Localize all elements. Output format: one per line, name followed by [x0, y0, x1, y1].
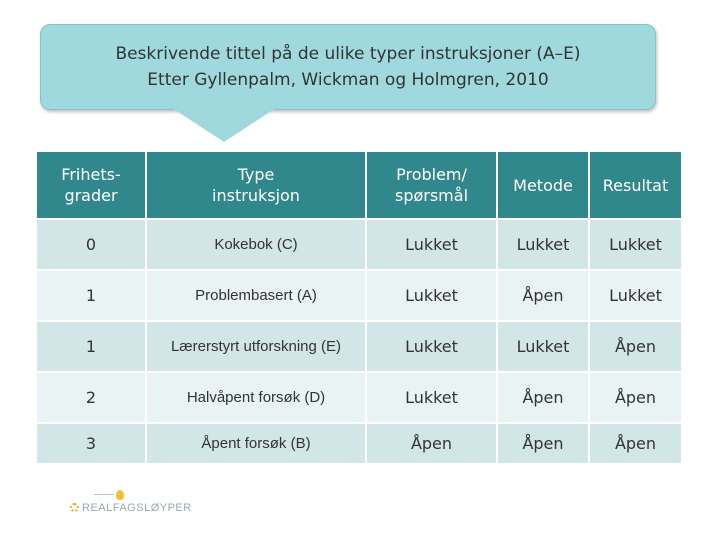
- cell-problem: Lukket: [366, 321, 497, 372]
- callout-title-line1: Beskrivende tittel på de ulike typer instruksjoner (A–E): [115, 44, 581, 64]
- cell-problem: Åpen: [366, 423, 497, 463]
- cell-result: Åpen: [589, 423, 681, 463]
- table-row: [37, 423, 681, 463]
- cell-type: Problembasert (A): [146, 270, 366, 321]
- realfagsloyper-logo: [70, 490, 210, 520]
- cell-result: Åpen: [589, 372, 681, 423]
- header-problem-sporsmal: Problem/ spørsmål: [366, 152, 497, 219]
- table-row: [37, 372, 681, 423]
- logo-text: REALFAGSLØYPER: [82, 502, 192, 514]
- callout-title-line2: Etter Gyllenpalm, Wickman og Holmgren, 2010: [147, 70, 549, 90]
- cell-method: Åpen: [497, 270, 589, 321]
- table-header-row: [37, 152, 681, 219]
- cell-result: Åpen: [589, 321, 681, 372]
- cell-type: Lærerstyrt utforskning (E): [146, 321, 366, 372]
- header-metode: Metode: [497, 152, 589, 219]
- cell-problem: Lukket: [366, 219, 497, 270]
- cell-type: Kokebok (C): [146, 219, 366, 270]
- table-row: [37, 321, 681, 372]
- lightbulb-icon: [116, 490, 124, 500]
- callout-pointer: [172, 108, 276, 142]
- cell-method: Åpen: [497, 372, 589, 423]
- header-frihetsgrader: Frihets- grader: [37, 152, 146, 219]
- cell-grade: 1: [37, 270, 146, 321]
- header-type-instruksjon: Type instruksjon: [146, 152, 366, 219]
- cell-type: Åpent forsøk (B): [146, 423, 366, 463]
- header-resultat: Resultat: [589, 152, 681, 219]
- cell-method: Lukket: [497, 321, 589, 372]
- path-line: [94, 494, 114, 495]
- cell-grade: 0: [37, 219, 146, 270]
- cell-result: Lukket: [589, 270, 681, 321]
- cell-problem: Lukket: [366, 372, 497, 423]
- instruction-types-table: [37, 152, 681, 463]
- title-callout: [40, 24, 656, 110]
- cell-result: Lukket: [589, 219, 681, 270]
- cell-grade: 3: [37, 423, 146, 463]
- gear-icon: [70, 503, 79, 512]
- cell-grade: 1: [37, 321, 146, 372]
- cell-method: Lukket: [497, 219, 589, 270]
- table-row: [37, 270, 681, 321]
- cell-type: Halvåpent forsøk (D): [146, 372, 366, 423]
- table-row: [37, 219, 681, 270]
- cell-problem: Lukket: [366, 270, 497, 321]
- cell-grade: 2: [37, 372, 146, 423]
- cell-method: Åpen: [497, 423, 589, 463]
